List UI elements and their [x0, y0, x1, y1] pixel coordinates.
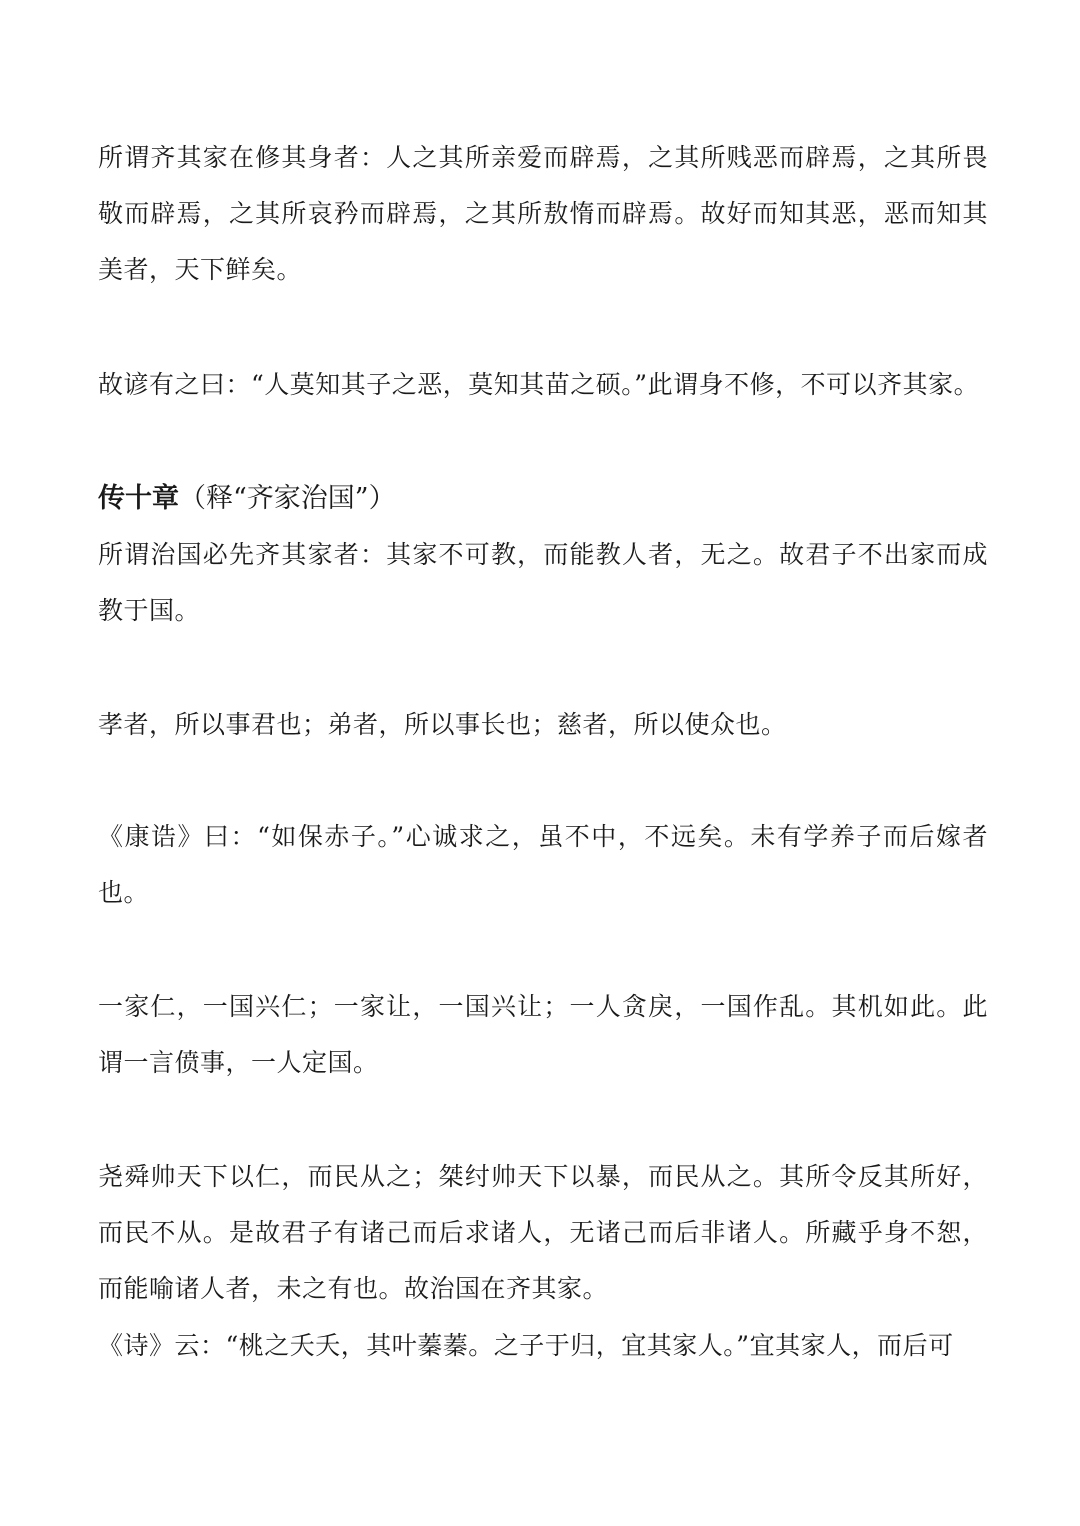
paragraph-zhi-guo-qi-jia: 所谓治国必先齐其家者：其家不可教，而能教人者，无之。故君子不出家而成教于国。 — [98, 540, 988, 625]
paragraph-qi-jia-xiu-shen: 所谓齐其家在修其身者：人之其所亲爱而辟焉，之其所贱恶而辟焉，之其所畏敬而辟焉，之其所哀矜而辟焉，之其所敖惰而辟焉。故好而知其恶，恶而知其美者，天下鲜矣。 — [98, 143, 988, 284]
section-heading-title: 传十章 — [98, 483, 179, 514]
paragraph-kang-gao: 《康诰》曰：“如保赤子。”心诚求之，虽不中，不远矣。未有学养子而后嫁者也。 — [98, 822, 988, 907]
paragraph-yi-jia-ren: 一家仁，一国兴仁；一家让，一国兴让；一人贪戾，一国作乱。其机如此。此谓一言偾事，一人定国。 — [98, 992, 988, 1077]
section-heading — [98, 479, 988, 519]
paragraph-yao-shun: 尧舜帅天下以仁，而民从之；桀纣帅天下以暴，而民从之。其所令反其所好，而民不从。是故君子有诸己而后求诸人，无诸己而后非诸人。所藏乎身不恕，而能喻诸人者，未之有也。故治国在齐其家。 — [98, 1162, 988, 1303]
paragraph-yan-you-zhi: 故谚有之曰：“人莫知其子之恶，莫知其苗之硕。”此谓身不修，不可以齐其家。 — [98, 370, 980, 399]
paragraph-shi-yun: 《诗》云：“桃之夭夭，其叶蓁蓁。之子于归，宜其家人。”宜其家人，而后可 — [98, 1331, 954, 1360]
paragraph-xiao-zhe: 孝者，所以事君也；弟者，所以事长也；慈者，所以使众也。 — [98, 710, 787, 739]
section-heading-subtitle: （释“齐家治国”） — [179, 483, 396, 514]
